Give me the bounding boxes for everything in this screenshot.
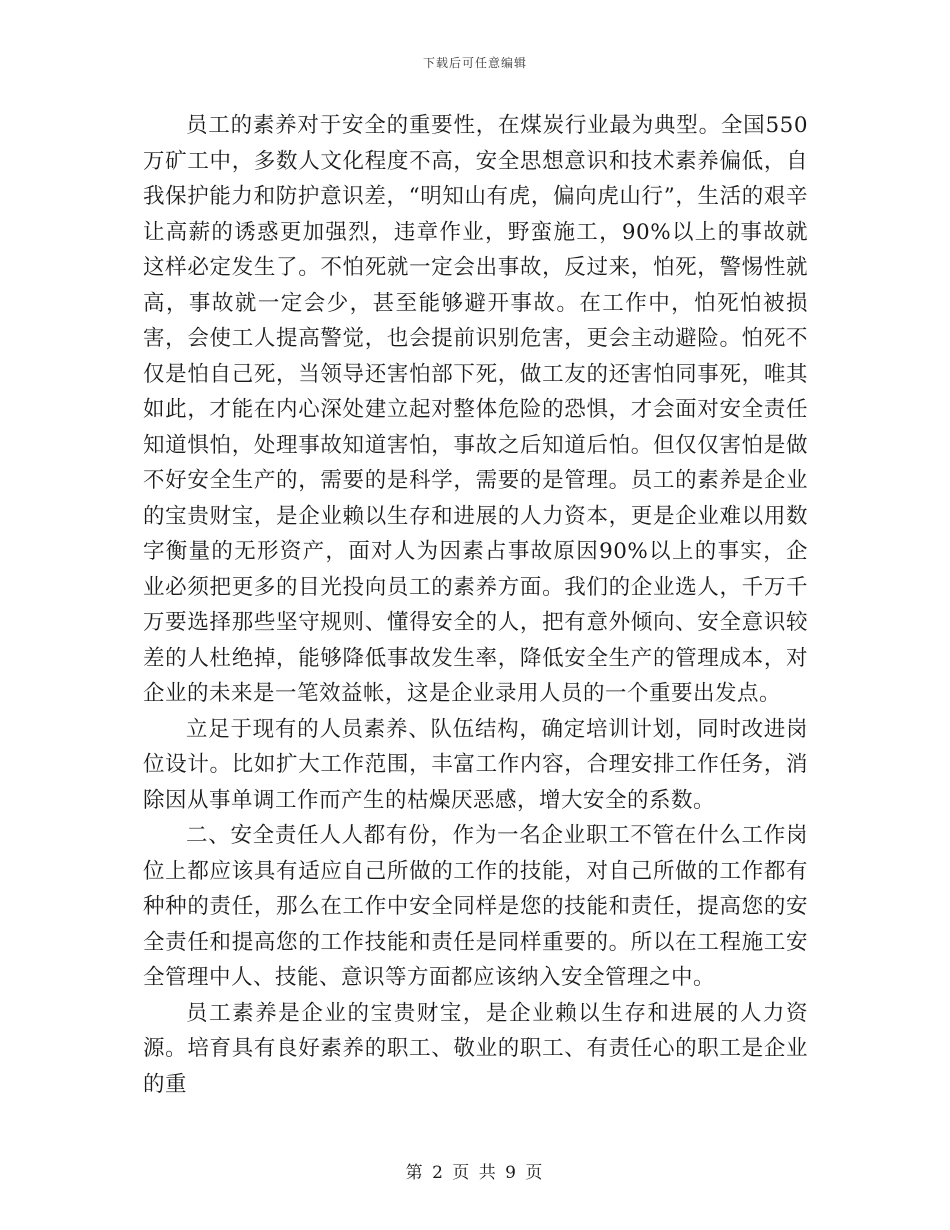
paragraph-1: 员工的素养对于安全的重要性，在煤炭行业最为典型。全国550万矿工中，多数人文化程度不高，安全思想意识和技术素养偏低，自我保护能力和防护意识差，“明知山有虎，偏向虎山行”，生活的艰辛让高薪的诱惑更加强烈，违章作业，野蛮施工，90%以上的事故就这样必定发生了。不怕死就一定会出事故，反过来，怕死，警惕性就高，事故就一定会少，甚至能够避开事故。在工作中，怕死怕被损害，会使工人提高警觉，也会提前识别危害，更会主动避险。怕死不仅是怕自己死，当领导还害怕部下死，做工友的还害怕同事死，唯其如此，才能在内心深处建立起对整体危险的恐惧，才会面对安全责任知道惧怕，处理事故知道害怕，事故之后知道后怕。但仅仅害怕是做不好安全生产的，需要的是科学，需要的是管理。员工的素养是企业的宝贵财宝，是企业赖以生存和进展的人力资本，更是企业难以用数字衡量的无形资产，面对人为因素占事故原因90%以上的事实，企业必须把更多的目光投向员工的素养方面。我们的企业选人，千万千万要选择那些坚守规则、懂得安全的人，把有意外倾向、安全意识较差的人杜绝掉，能够降低事故发生率，降低安全生产的管理成本，对企业的未来是一笔效益帐，这是企业录用人员的一个重要出发点。 [143, 113, 808, 706]
paragraph-2: 立足于现有的人员素养、队伍结构，确定培训计划，同时改进岗位设计。比如扩大工作范围，丰富工作内容，合理安排工作任务，消除因从事单调工作而产生的枯燥厌恶感，增大安全的系数。 [143, 716, 808, 813]
document-body [143, 108, 808, 1102]
page-number-footer: 第 2 页 共 9 页 [405, 1163, 545, 1183]
paragraph-4: 员工素养是企业的宝贵财宝，是企业赖以生存和进展的人力资源。培育具有良好素养的职工、敬业的职工、有责任心的职工是企业的重 [143, 1000, 808, 1097]
paragraph-3: 二、安全责任人人都有份，作为一名企业职工不管在什么工作岗位上都应该具有适应自己所做的工作的技能，对自己所做的工作都有种种的责任，那么在工作中安全同样是您的技能和责任，提高您的安全责任和提高您的工作技能和责任是同样重要的。所以在工程施工安全管理中人、技能、意识等方面都应该纳入安全管理之中。 [143, 823, 808, 990]
page-header: 下载后可任意编辑 [422, 56, 527, 70]
